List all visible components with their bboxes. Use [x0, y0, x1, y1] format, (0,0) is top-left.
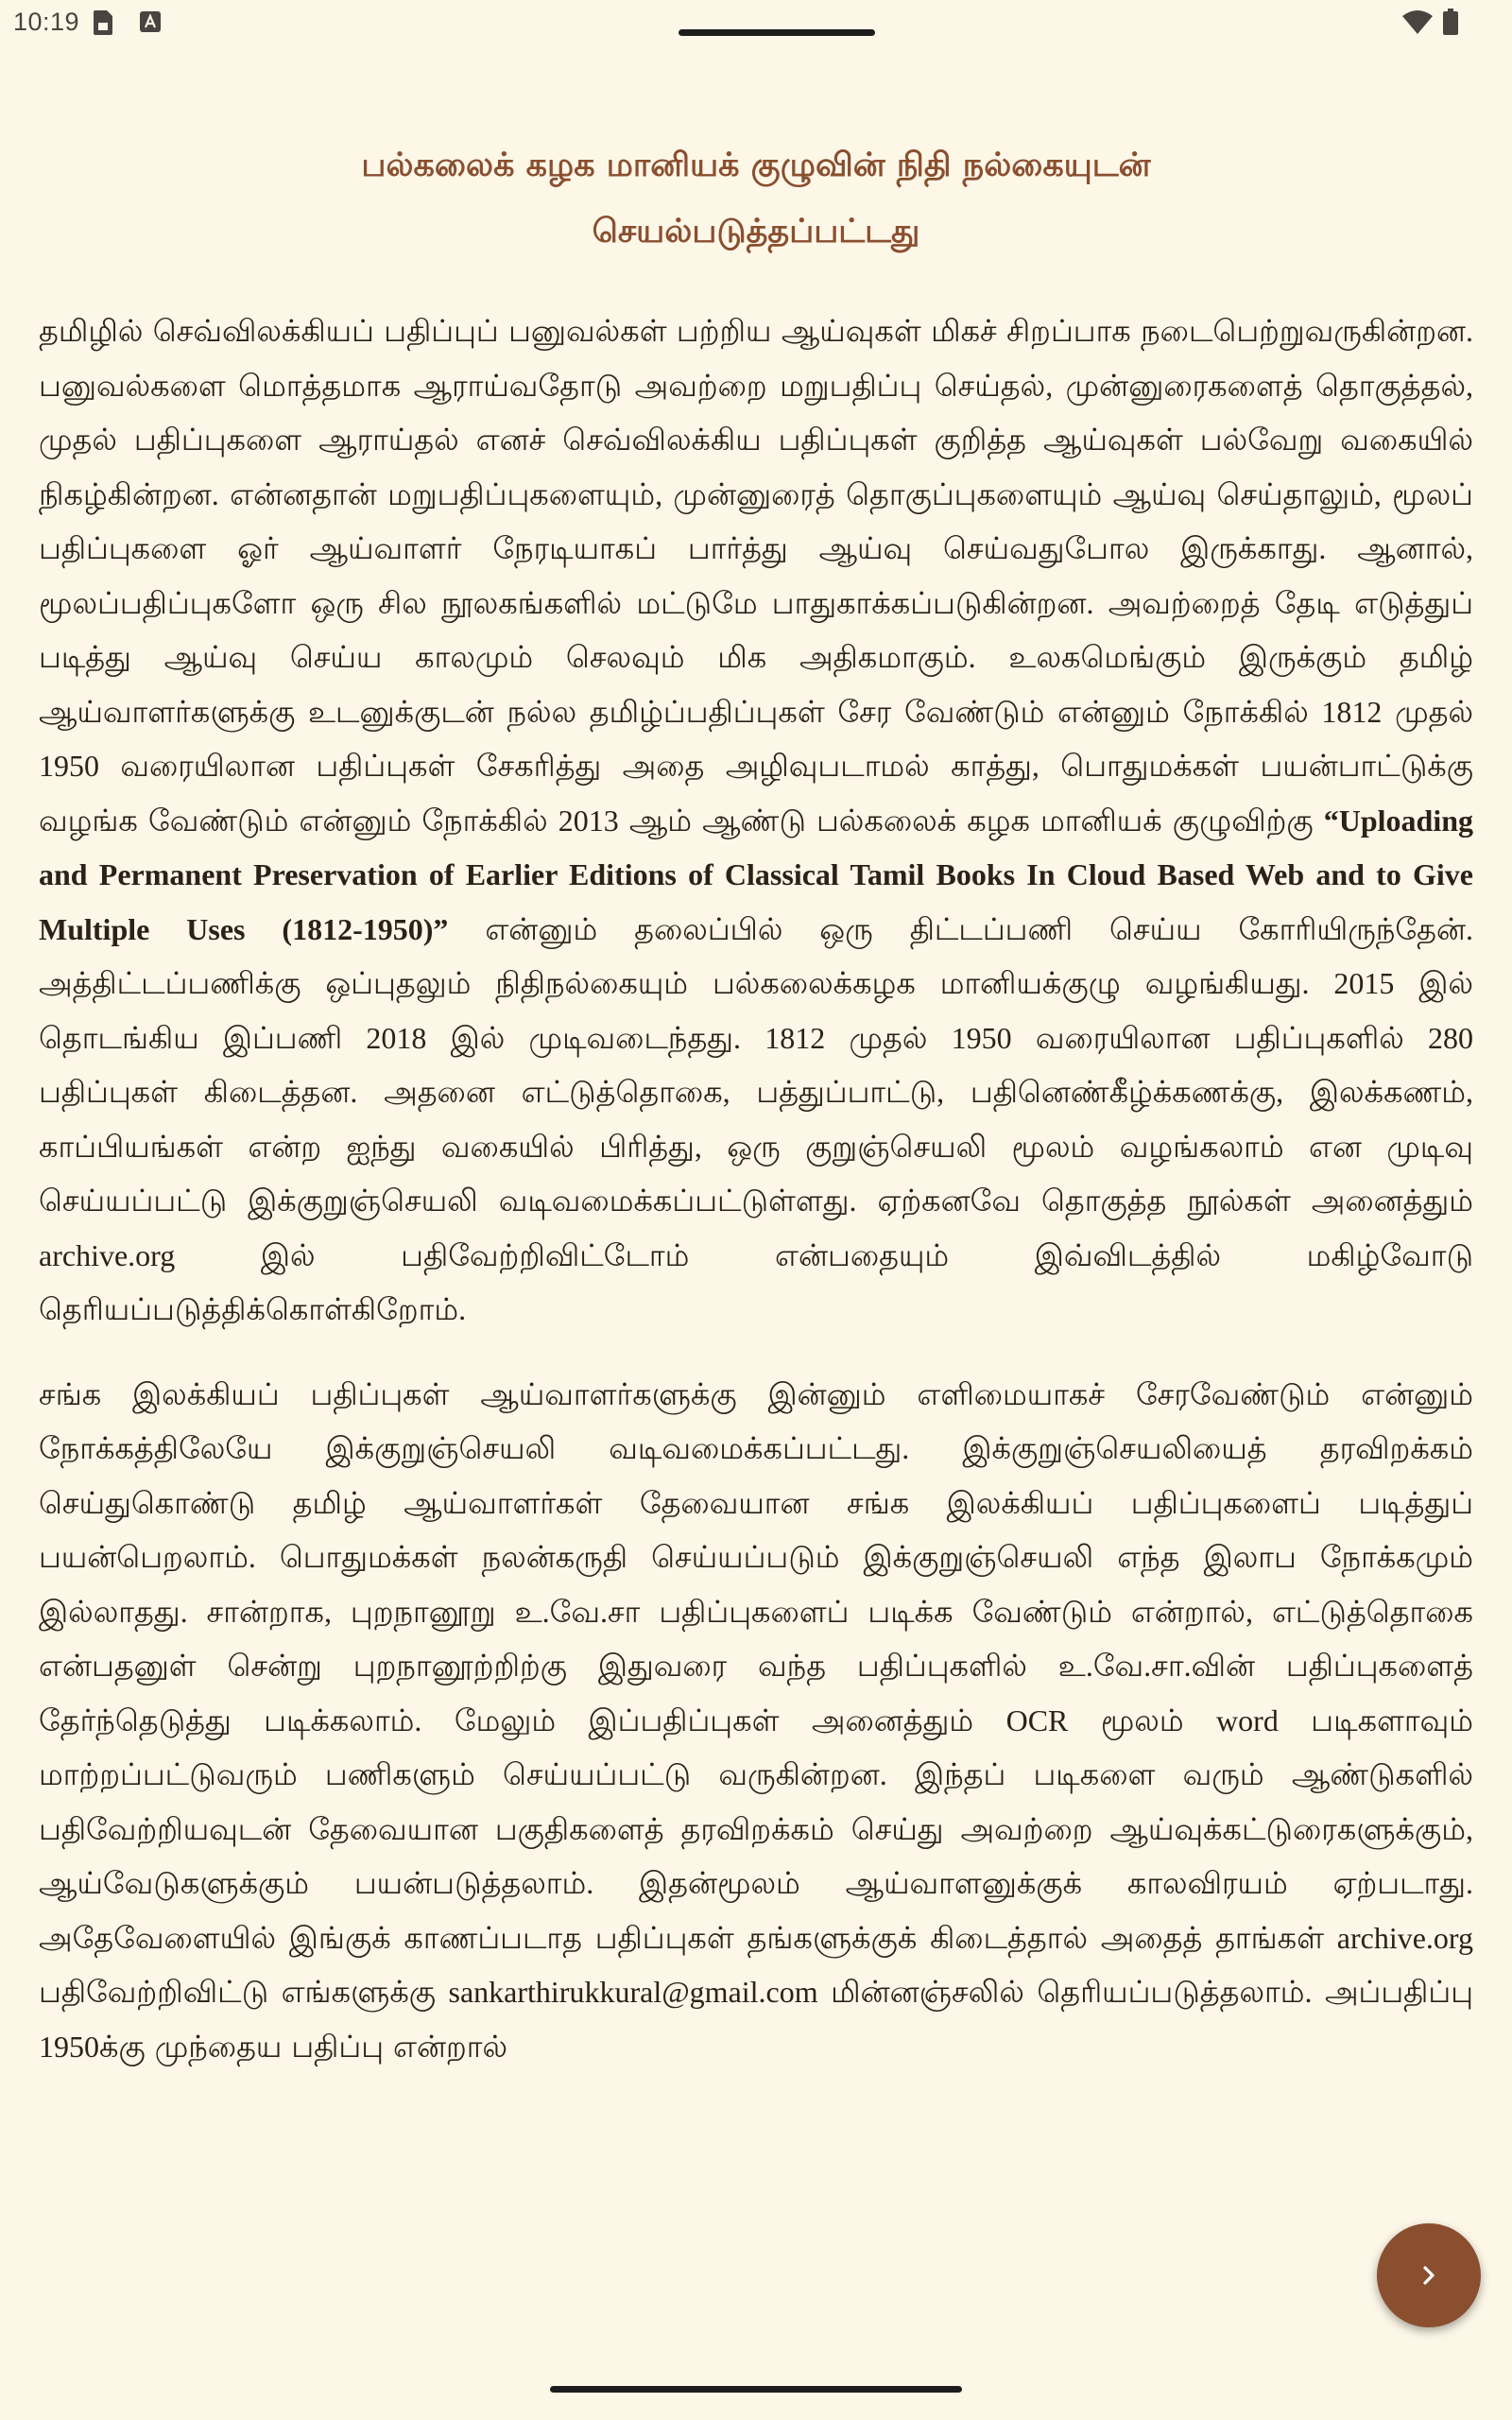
title-line-1: பல்கலைக் கழக மானியக் குழுவின் நிதி நல்கையுடன் — [361, 147, 1151, 184]
bottom-fade — [0, 2344, 1512, 2420]
bottom-nav-handle[interactable] — [550, 2386, 962, 2393]
paragraph-2: சங்க இலக்கியப் பதிப்புகள் ஆய்வாளர்களுக்கு இன்னும் எளிமையாகச் சேரவேண்டும் என்னும் நோக்கத்திலேயே இக்குறுஞ்செயலி வடிவமைக்கப்பட்டது. இக்குறுஞ்செயலியைத் தரவிறக்கம் செய்துகொண்டு தமிழ் ஆய்வாளர்கள் தேவையான சங்க இலக்கியப் பதிப்புகளைப் படித்துப் பயன்பெறலாம். பொதுமக்கள் நலன்கருதி செய்யப்படும் இக்குறுஞ்செயலி எந்த இலாப நோக்கமும் இல்லாதது. சான்றாக, புறநானூறு உ.வே.சா பதிப்புகளைப் படிக்க வேண்டும் என்றால், எட்டுத்தொகை என்பதனுள் சென்று புறநானூற்றிற்கு இதுவரை வந்த பதிப்புகளில் உ.வே.சா.வின் பதிப்புகளைத் தேர்ந்தெடுத்து படிக்கலாம். மேலும் இப்பதிப்புகள் அனைத்தும் OCR மூலம் word படிகளாவும் மாற்றப்பட்டுவரும் பணிகளும் செய்யப்பட்டு வருகின்றன. இந்தப் படிகளை வரும் ஆண்டுகளில் பதிவேற்றியவுடன் தேவையான பகுதிகளைத் தரவிறக்கம் செய்து அவற்றை ஆய்வுக்கட்டுரைகளுக்கும், ஆய்வேடுகளுக்கும் பயன்படுத்தலாம். இதன்மூலம் ஆய்வாளனுக்குக் காலவிரயம் ஏற்படாது. அதேவேளையில் இங்குக் காணப்படாத பதிப்புகள் தங்களுக்குக் கிடைத்தால் அதைத் தாங்கள் archive.org பதிவேற்றிவிட்டு எங்களுக்கு sankarthirukkural@gmail.com மின்னஞ்சலில் தெரியப்படுத்தலாம். அப்பதிப்பு 1950க்கு முந்தைய பதிப்பு என்றால் — [39, 1376, 1474, 2064]
sim-card-icon — [94, 10, 112, 35]
paragraph-1-text-before: தமிழில் செவ்விலக்கியப் பதிப்புப் பனுவல்கள் பற்றிய ஆய்வுகள் மிகச் சிறப்பாக நடைபெற்றுவருகின்றன. பனுவல்களை மொத்தமாக ஆராய்வதோடு அவற்றை மறுபதிப்பு செய்தல், முன்னுரைகளைத் தொகுத்தல், முதல் பதிப்புகளை ஆராய்தல் எனச் செவ்விலக்கிய பதிப்புகள் குறித்த ஆய்வுகள் பல்வேறு வகையில் நிகழ்கின்றன. என்னதான் மறுபதிப்புகளையும், முன்னுரைத் தொகுப்புகளையும் ஆய்வு செய்தாலும், மூலப் பதிப்புகளை ஓர் ஆய்வாளர் நேரடியாகப் பார்த்து ஆய்வு செய்வதுபோல இருக்காது. ஆனால், மூலப்பதிப்புகளோ ஒரு சில நூலகங்களில் மட்டுமே பாதுகாக்கப்படுகின்றன. அவற்றைத் தேடி எடுத்துப் படித்து ஆய்வு செய்ய காலமும் செலவும் மிக அதிகமாகும். உலகமெங்கும் இருக்கும் தமிழ் ஆய்வாளர்களுக்கு உடனுக்குடன் நல்ல தமிழ்ப்பதிப்புகள் சேர வேண்டும் என்னும் நோக்கில் 1812 முதல் 1950 வரையிலான பதிப்புகள் சேகரித்து அதை அழிவுபடாமல் காத்து, பொதுமக்கள் பயன்பாட்டுக்கு வழங்க வேண்டும் என்னும் நோக்கில் 2013 ஆம் ஆண்டு பல்கலைக் கழக மானியக் குழுவிற்கு — [39, 314, 1474, 838]
next-page-button[interactable] — [1377, 2223, 1481, 2327]
wifi-icon — [1402, 10, 1433, 35]
a-icon — [140, 11, 161, 32]
paragraph-1-text-after: என்னும் தலைப்பில் ஒரு திட்டப்பணி செய்ய கோரியிருந்தேன். அத்திட்டப்பணிக்கு ஒப்புதலும் நிதிநல்கையும் பல்கலைக்கழக மானியக்குழு வழங்கியது. 2015 இல் தொடங்கிய இப்பணி 2018 இல் முடிவடைந்தது. 1812 முதல் 1950 வரையிலான பதிப்புகளில் 280 பதிப்புகள் கிடைத்தன. அதனை எட்டுத்தொகை, பத்துப்பாட்டு, பதினெண்கீழ்க்கணக்கு, இலக்கணம், காப்பியங்கள் என்ற ஐந்து வகையில் பிரித்து, ஒரு குறுஞ்செயலி மூலம் வழங்கலாம் என முடிவு செய்யப்பட்டு இக்குறுஞ்செயலி வடிவமைக்கப்பட்டுள்ளது. ஏற்கனவே தொகுத்த நூல்கள் அனைத்தும் archive.org இல் பதிவேற்றிவிட்டோம் என்பதையும் இவ்விடத்தில் மகிழ்வோடு தெரியப்படுத்திக்கொள்கிறோம். — [39, 911, 1474, 1326]
project-title-bold: “Uploading and Permanent Preservation of Earlier Editions of Classical Tamil Books In Cloud Based Web and to Give Multiple Uses (1812-1950)” — [39, 803, 1473, 946]
content-body — [39, 304, 1473, 2104]
status-bar — [0, 0, 1512, 47]
chevron-right-icon — [1415, 2261, 1443, 2290]
paragraph-1 — [39, 304, 1473, 1338]
page-title — [94, 132, 1418, 265]
top-drag-handle[interactable] — [679, 29, 875, 36]
battery-icon — [1443, 9, 1458, 35]
status-time: 10:19 — [13, 8, 80, 36]
title-line-2: செயல்படுத்தப்பட்டது — [592, 213, 920, 251]
